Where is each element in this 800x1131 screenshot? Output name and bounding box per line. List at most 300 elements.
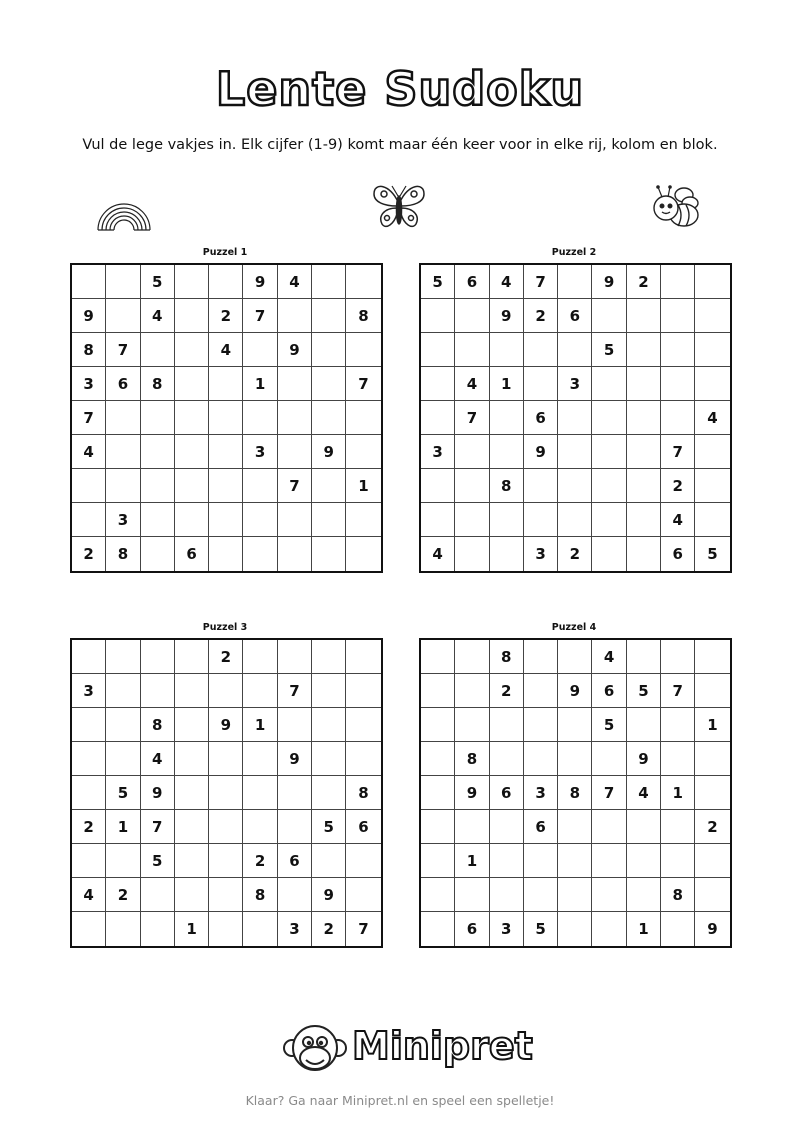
- sudoku-cell[interactable]: [106, 265, 140, 299]
- sudoku-cell: 3: [524, 776, 558, 810]
- sudoku-cell[interactable]: [209, 469, 243, 503]
- sudoku-cell[interactable]: [141, 878, 175, 912]
- sudoku-cell: 8: [490, 640, 524, 674]
- sudoku-cell[interactable]: [661, 742, 695, 776]
- sudoku-cell[interactable]: [141, 537, 175, 571]
- sudoku-cell[interactable]: [312, 333, 346, 367]
- sudoku-cell[interactable]: [72, 469, 106, 503]
- sudoku-cell: 2: [209, 640, 243, 674]
- sudoku-cell: 5: [421, 265, 455, 299]
- sudoku-cell[interactable]: [592, 912, 626, 946]
- sudoku-cell: 6: [661, 537, 695, 571]
- sudoku-cell[interactable]: [421, 742, 455, 776]
- sudoku-cell[interactable]: [175, 708, 209, 742]
- sudoku-cell[interactable]: [661, 708, 695, 742]
- sudoku-cell[interactable]: [243, 742, 277, 776]
- sudoku-cell[interactable]: [627, 401, 661, 435]
- puzzle-label: Puzzel 2: [551, 247, 597, 258]
- sudoku-cell[interactable]: [421, 912, 455, 946]
- sudoku-cell[interactable]: [490, 401, 524, 435]
- sudoku-cell: 6: [346, 810, 380, 844]
- sudoku-cell: 3: [490, 912, 524, 946]
- sudoku-cell[interactable]: [490, 503, 524, 537]
- sudoku-cell[interactable]: [592, 401, 626, 435]
- sudoku-cell[interactable]: [695, 367, 729, 401]
- sudoku-cell[interactable]: [524, 333, 558, 367]
- sudoku-cell[interactable]: [558, 401, 592, 435]
- sudoku-cell[interactable]: [695, 503, 729, 537]
- sudoku-cell[interactable]: [209, 776, 243, 810]
- sudoku-cell[interactable]: [141, 435, 175, 469]
- sudoku-cell[interactable]: [312, 469, 346, 503]
- sudoku-cell: 8: [661, 878, 695, 912]
- sudoku-cell[interactable]: [455, 878, 489, 912]
- sudoku-cell[interactable]: [312, 742, 346, 776]
- sudoku-cell[interactable]: [346, 537, 380, 571]
- sudoku-cell[interactable]: [106, 299, 140, 333]
- sudoku-cell[interactable]: [243, 503, 277, 537]
- sudoku-cell[interactable]: [558, 708, 592, 742]
- sudoku-cell[interactable]: [524, 674, 558, 708]
- sudoku-cell: 4: [661, 503, 695, 537]
- sudoku-cell[interactable]: [695, 878, 729, 912]
- sudoku-cell[interactable]: [592, 503, 626, 537]
- sudoku-cell: 1: [627, 912, 661, 946]
- sudoku-cell[interactable]: [106, 640, 140, 674]
- sudoku-cell: 9: [141, 776, 175, 810]
- sudoku-cell[interactable]: [106, 912, 140, 946]
- sudoku-cell[interactable]: [558, 912, 592, 946]
- sudoku-cell: 9: [490, 299, 524, 333]
- sudoku-cell[interactable]: [490, 742, 524, 776]
- sudoku-cell[interactable]: [421, 708, 455, 742]
- sudoku-cell[interactable]: [209, 537, 243, 571]
- sudoku-cell[interactable]: [695, 844, 729, 878]
- sudoku-cell: 4: [141, 299, 175, 333]
- sudoku-cell[interactable]: [592, 537, 626, 571]
- sudoku-cell[interactable]: [209, 912, 243, 946]
- sudoku-cell[interactable]: [141, 912, 175, 946]
- sudoku-cell: 9: [243, 265, 277, 299]
- sudoku-cell[interactable]: [421, 640, 455, 674]
- sudoku-cell: 3: [524, 537, 558, 571]
- sudoku-cell: 6: [455, 265, 489, 299]
- sudoku-cell: 1: [346, 469, 380, 503]
- sudoku-cell: 9: [627, 742, 661, 776]
- sudoku-cell[interactable]: [661, 844, 695, 878]
- minipret-logo: [282, 1020, 533, 1080]
- sudoku-grid: [419, 263, 732, 573]
- sudoku-cell[interactable]: [278, 367, 312, 401]
- sudoku-cell[interactable]: [627, 367, 661, 401]
- sudoku-cell[interactable]: [421, 333, 455, 367]
- sudoku-cell[interactable]: [592, 367, 626, 401]
- sudoku-cell: 2: [558, 537, 592, 571]
- sudoku-cell: 5: [592, 708, 626, 742]
- sudoku-cell[interactable]: [421, 810, 455, 844]
- sudoku-cell[interactable]: [695, 435, 729, 469]
- sudoku-cell[interactable]: [312, 776, 346, 810]
- sudoku-cell[interactable]: [346, 742, 380, 776]
- sudoku-cell: 5: [592, 333, 626, 367]
- sudoku-cell[interactable]: [421, 367, 455, 401]
- sudoku-cell[interactable]: [209, 742, 243, 776]
- sudoku-cell: 4: [627, 776, 661, 810]
- sudoku-cell[interactable]: [243, 912, 277, 946]
- sudoku-cell[interactable]: [592, 878, 626, 912]
- sudoku-cell[interactable]: [346, 674, 380, 708]
- sudoku-cell: 6: [455, 912, 489, 946]
- sudoku-cell[interactable]: [661, 299, 695, 333]
- sudoku-cell[interactable]: [243, 537, 277, 571]
- sudoku-cell[interactable]: [346, 401, 380, 435]
- sudoku-cell[interactable]: [592, 844, 626, 878]
- sudoku-cell[interactable]: [558, 844, 592, 878]
- sudoku-cell[interactable]: [278, 299, 312, 333]
- sudoku-cell: 1: [243, 367, 277, 401]
- sudoku-cell[interactable]: [490, 878, 524, 912]
- sudoku-cell[interactable]: [243, 401, 277, 435]
- sudoku-cell: 5: [312, 810, 346, 844]
- sudoku-cell[interactable]: [455, 640, 489, 674]
- sudoku-cell[interactable]: [312, 537, 346, 571]
- sudoku-cell[interactable]: [490, 844, 524, 878]
- sudoku-cell[interactable]: [175, 299, 209, 333]
- sudoku-cell[interactable]: [627, 810, 661, 844]
- sudoku-cell[interactable]: [558, 469, 592, 503]
- monkey-icon: [282, 1022, 348, 1078]
- sudoku-cell[interactable]: [141, 640, 175, 674]
- sudoku-cell[interactable]: [72, 844, 106, 878]
- sudoku-grid: [419, 638, 732, 948]
- sudoku-cell[interactable]: [72, 640, 106, 674]
- sudoku-cell[interactable]: [278, 401, 312, 435]
- sudoku-cell: 3: [421, 435, 455, 469]
- sudoku-cell[interactable]: [558, 265, 592, 299]
- sudoku-cell: 2: [72, 537, 106, 571]
- sudoku-cell[interactable]: [421, 401, 455, 435]
- sudoku-cell[interactable]: [455, 299, 489, 333]
- sudoku-cell[interactable]: [592, 742, 626, 776]
- sudoku-cell[interactable]: [627, 469, 661, 503]
- sudoku-cell[interactable]: [175, 742, 209, 776]
- sudoku-cell[interactable]: [106, 708, 140, 742]
- sudoku-cell: 7: [455, 401, 489, 435]
- sudoku-cell[interactable]: [661, 401, 695, 435]
- sudoku-cell: 7: [106, 333, 140, 367]
- sudoku-cell[interactable]: [243, 776, 277, 810]
- sudoku-cell[interactable]: [421, 844, 455, 878]
- sudoku-cell[interactable]: [346, 503, 380, 537]
- sudoku-cell[interactable]: [346, 265, 380, 299]
- sudoku-cell[interactable]: [627, 708, 661, 742]
- sudoku-cell: 1: [243, 708, 277, 742]
- sudoku-cell[interactable]: [141, 401, 175, 435]
- sudoku-cell: 7: [346, 367, 380, 401]
- sudoku-cell[interactable]: [524, 469, 558, 503]
- sudoku-cell: 8: [106, 537, 140, 571]
- sudoku-cell[interactable]: [490, 333, 524, 367]
- sudoku-cell[interactable]: [175, 640, 209, 674]
- sudoku-cell[interactable]: [421, 469, 455, 503]
- sudoku-cell[interactable]: [695, 469, 729, 503]
- sudoku-cell[interactable]: [106, 469, 140, 503]
- sudoku-cell[interactable]: [661, 333, 695, 367]
- sudoku-cell[interactable]: [175, 265, 209, 299]
- sudoku-cell[interactable]: [558, 503, 592, 537]
- sudoku-cell: 3: [278, 912, 312, 946]
- sudoku-cell: 1: [106, 810, 140, 844]
- sudoku-cell[interactable]: [558, 810, 592, 844]
- sudoku-cell[interactable]: [106, 844, 140, 878]
- rainbow-icon: [94, 180, 154, 232]
- sudoku-cell[interactable]: [455, 537, 489, 571]
- sudoku-cell[interactable]: [175, 878, 209, 912]
- sudoku-cell[interactable]: [312, 265, 346, 299]
- logo-text: Minipret: [352, 1024, 533, 1068]
- sudoku-cell[interactable]: [175, 367, 209, 401]
- sudoku-cell: 1: [175, 912, 209, 946]
- sudoku-cell[interactable]: [661, 367, 695, 401]
- sudoku-cell: 1: [661, 776, 695, 810]
- sudoku-cell[interactable]: [661, 912, 695, 946]
- sudoku-cell[interactable]: [421, 878, 455, 912]
- sudoku-cell[interactable]: [175, 674, 209, 708]
- sudoku-cell[interactable]: [524, 844, 558, 878]
- sudoku-cell[interactable]: [209, 265, 243, 299]
- sudoku-cell[interactable]: [278, 878, 312, 912]
- sudoku-cell: 6: [278, 844, 312, 878]
- sudoku-cell: 8: [141, 367, 175, 401]
- sudoku-cell[interactable]: [627, 299, 661, 333]
- sudoku-cell[interactable]: [695, 299, 729, 333]
- sudoku-cell[interactable]: [695, 265, 729, 299]
- sudoku-cell[interactable]: [278, 435, 312, 469]
- sudoku-cell: 3: [72, 367, 106, 401]
- sudoku-cell: 9: [209, 708, 243, 742]
- sudoku-cell[interactable]: [175, 844, 209, 878]
- sudoku-cell[interactable]: [592, 810, 626, 844]
- sudoku-cell[interactable]: [592, 299, 626, 333]
- puzzle-label: Puzzel 3: [202, 622, 248, 633]
- sudoku-cell[interactable]: [455, 810, 489, 844]
- sudoku-cell[interactable]: [209, 401, 243, 435]
- sudoku-cell[interactable]: [524, 367, 558, 401]
- sudoku-cell: 4: [455, 367, 489, 401]
- sudoku-cell: 9: [558, 674, 592, 708]
- sudoku-cell[interactable]: [209, 878, 243, 912]
- sudoku-cell[interactable]: [592, 469, 626, 503]
- sudoku-cell: 9: [72, 299, 106, 333]
- sudoku-cell[interactable]: [278, 776, 312, 810]
- sudoku-cell[interactable]: [72, 708, 106, 742]
- sudoku-cell[interactable]: [312, 503, 346, 537]
- sudoku-cell[interactable]: [695, 674, 729, 708]
- sudoku-cell[interactable]: [209, 435, 243, 469]
- sudoku-cell[interactable]: [455, 503, 489, 537]
- puzzle-label: Puzzel 1: [202, 247, 248, 258]
- sudoku-cell: 1: [695, 708, 729, 742]
- sudoku-cell: 5: [627, 674, 661, 708]
- sudoku-cell[interactable]: [243, 333, 277, 367]
- sudoku-cell: 7: [524, 265, 558, 299]
- sudoku-cell[interactable]: [455, 333, 489, 367]
- sudoku-cell: 8: [346, 299, 380, 333]
- sudoku-cell[interactable]: [346, 708, 380, 742]
- sudoku-cell[interactable]: [627, 878, 661, 912]
- sudoku-cell[interactable]: [627, 503, 661, 537]
- sudoku-cell: 4: [72, 878, 106, 912]
- sudoku-cell: 4: [695, 401, 729, 435]
- sudoku-cell[interactable]: [558, 333, 592, 367]
- sudoku-cell[interactable]: [209, 367, 243, 401]
- sudoku-cell[interactable]: [421, 299, 455, 333]
- sudoku-cell[interactable]: [346, 878, 380, 912]
- sudoku-cell: 2: [490, 674, 524, 708]
- sudoku-cell[interactable]: [175, 810, 209, 844]
- sudoku-cell[interactable]: [106, 674, 140, 708]
- sudoku-cell[interactable]: [490, 537, 524, 571]
- sudoku-cell[interactable]: [175, 401, 209, 435]
- sudoku-cell[interactable]: [209, 810, 243, 844]
- sudoku-cell[interactable]: [695, 776, 729, 810]
- sudoku-cell[interactable]: [312, 401, 346, 435]
- sudoku-cell: 5: [141, 265, 175, 299]
- sudoku-cell[interactable]: [312, 708, 346, 742]
- sudoku-cell[interactable]: [141, 674, 175, 708]
- sudoku-cell[interactable]: [243, 810, 277, 844]
- sudoku-cell: 2: [106, 878, 140, 912]
- sudoku-cell: 9: [455, 776, 489, 810]
- sudoku-cell[interactable]: [312, 299, 346, 333]
- sudoku-cell[interactable]: [312, 367, 346, 401]
- sudoku-cell: 8: [141, 708, 175, 742]
- sudoku-cell[interactable]: [209, 674, 243, 708]
- bee-icon: [650, 183, 702, 231]
- sudoku-cell: 2: [312, 912, 346, 946]
- sudoku-cell[interactable]: [421, 776, 455, 810]
- sudoku-cell[interactable]: [695, 333, 729, 367]
- sudoku-cell[interactable]: [312, 640, 346, 674]
- sudoku-cell: 7: [592, 776, 626, 810]
- sudoku-cell[interactable]: [175, 333, 209, 367]
- sudoku-cell[interactable]: [106, 401, 140, 435]
- sudoku-cell[interactable]: [627, 844, 661, 878]
- sudoku-cell[interactable]: [243, 469, 277, 503]
- sudoku-cell[interactable]: [421, 674, 455, 708]
- sudoku-cell[interactable]: [346, 844, 380, 878]
- sudoku-cell[interactable]: [455, 674, 489, 708]
- sudoku-cell[interactable]: [312, 844, 346, 878]
- sudoku-cell[interactable]: [455, 435, 489, 469]
- sudoku-cell: 6: [106, 367, 140, 401]
- sudoku-cell[interactable]: [627, 640, 661, 674]
- sudoku-cell: 9: [707, 920, 718, 938]
- sudoku-cell[interactable]: [592, 435, 626, 469]
- sudoku-cell[interactable]: [695, 640, 729, 674]
- sudoku-cell[interactable]: [278, 810, 312, 844]
- sudoku-cell: 5: [141, 844, 175, 878]
- sudoku-cell[interactable]: [278, 708, 312, 742]
- sudoku-cell: 8: [455, 742, 489, 776]
- sudoku-cell[interactable]: [243, 674, 277, 708]
- sudoku-cell: 3: [72, 674, 106, 708]
- sudoku-cell[interactable]: [661, 810, 695, 844]
- sudoku-cell: 4: [141, 742, 175, 776]
- sudoku-cell[interactable]: [312, 674, 346, 708]
- sudoku-cell[interactable]: [141, 333, 175, 367]
- sudoku-cell[interactable]: [524, 640, 558, 674]
- sudoku-cell[interactable]: [141, 469, 175, 503]
- sudoku-cell[interactable]: [175, 469, 209, 503]
- sudoku-cell[interactable]: [72, 503, 106, 537]
- sudoku-cell: 2: [695, 810, 729, 844]
- footer-text: Klaar? Ga naar Minipret.nl en speel een spelletje!: [245, 1093, 555, 1108]
- sudoku-cell[interactable]: [346, 640, 380, 674]
- sudoku-cell[interactable]: [278, 503, 312, 537]
- sudoku-cell[interactable]: [243, 640, 277, 674]
- sudoku-cell[interactable]: [524, 503, 558, 537]
- sudoku-cell[interactable]: [627, 333, 661, 367]
- sudoku-cell[interactable]: [209, 844, 243, 878]
- sudoku-cell[interactable]: [106, 742, 140, 776]
- sudoku-cell[interactable]: [455, 708, 489, 742]
- sudoku-cell: 4: [490, 265, 524, 299]
- sudoku-cell: 1: [490, 367, 524, 401]
- sudoku-cell[interactable]: [72, 742, 106, 776]
- sudoku-cell[interactable]: [72, 912, 106, 946]
- sudoku-cell[interactable]: [421, 503, 455, 537]
- sudoku-cell[interactable]: [524, 878, 558, 912]
- sudoku-cell[interactable]: [106, 435, 140, 469]
- sudoku-cell: 4: [592, 640, 626, 674]
- sudoku-cell[interactable]: [209, 503, 243, 537]
- sudoku-cell: 7: [141, 810, 175, 844]
- sudoku-cell[interactable]: [278, 640, 312, 674]
- sudoku-cell[interactable]: [695, 742, 729, 776]
- sudoku-cell: 6: [524, 401, 558, 435]
- sudoku-cell[interactable]: [72, 265, 106, 299]
- sudoku-cell[interactable]: [346, 333, 380, 367]
- sudoku-cell[interactable]: [627, 537, 661, 571]
- sudoku-cell[interactable]: [175, 503, 209, 537]
- sudoku-cell[interactable]: [558, 742, 592, 776]
- sudoku-cell: 7: [661, 435, 695, 469]
- sudoku-cell[interactable]: [558, 435, 592, 469]
- sudoku-cell[interactable]: [455, 469, 489, 503]
- sudoku-cell[interactable]: [661, 265, 695, 299]
- sudoku-cell[interactable]: [490, 435, 524, 469]
- sudoku-cell[interactable]: [661, 640, 695, 674]
- sudoku-cell: 8: [558, 776, 592, 810]
- sudoku-cell: 5: [707, 545, 718, 563]
- sudoku-cell[interactable]: [278, 537, 312, 571]
- sudoku-cell: 6: [592, 674, 626, 708]
- sudoku-cell[interactable]: [558, 640, 592, 674]
- sudoku-cell[interactable]: [524, 742, 558, 776]
- sudoku-cell[interactable]: [524, 708, 558, 742]
- sudoku-cell[interactable]: [558, 878, 592, 912]
- sudoku-cell[interactable]: [490, 810, 524, 844]
- sudoku-cell[interactable]: [490, 708, 524, 742]
- sudoku-cell[interactable]: [141, 503, 175, 537]
- sudoku-cell[interactable]: [175, 435, 209, 469]
- sudoku-cell[interactable]: [627, 435, 661, 469]
- sudoku-cell: 3: [243, 435, 277, 469]
- sudoku-cell[interactable]: [175, 776, 209, 810]
- sudoku-cell[interactable]: [346, 435, 380, 469]
- sudoku-cell[interactable]: [72, 776, 106, 810]
